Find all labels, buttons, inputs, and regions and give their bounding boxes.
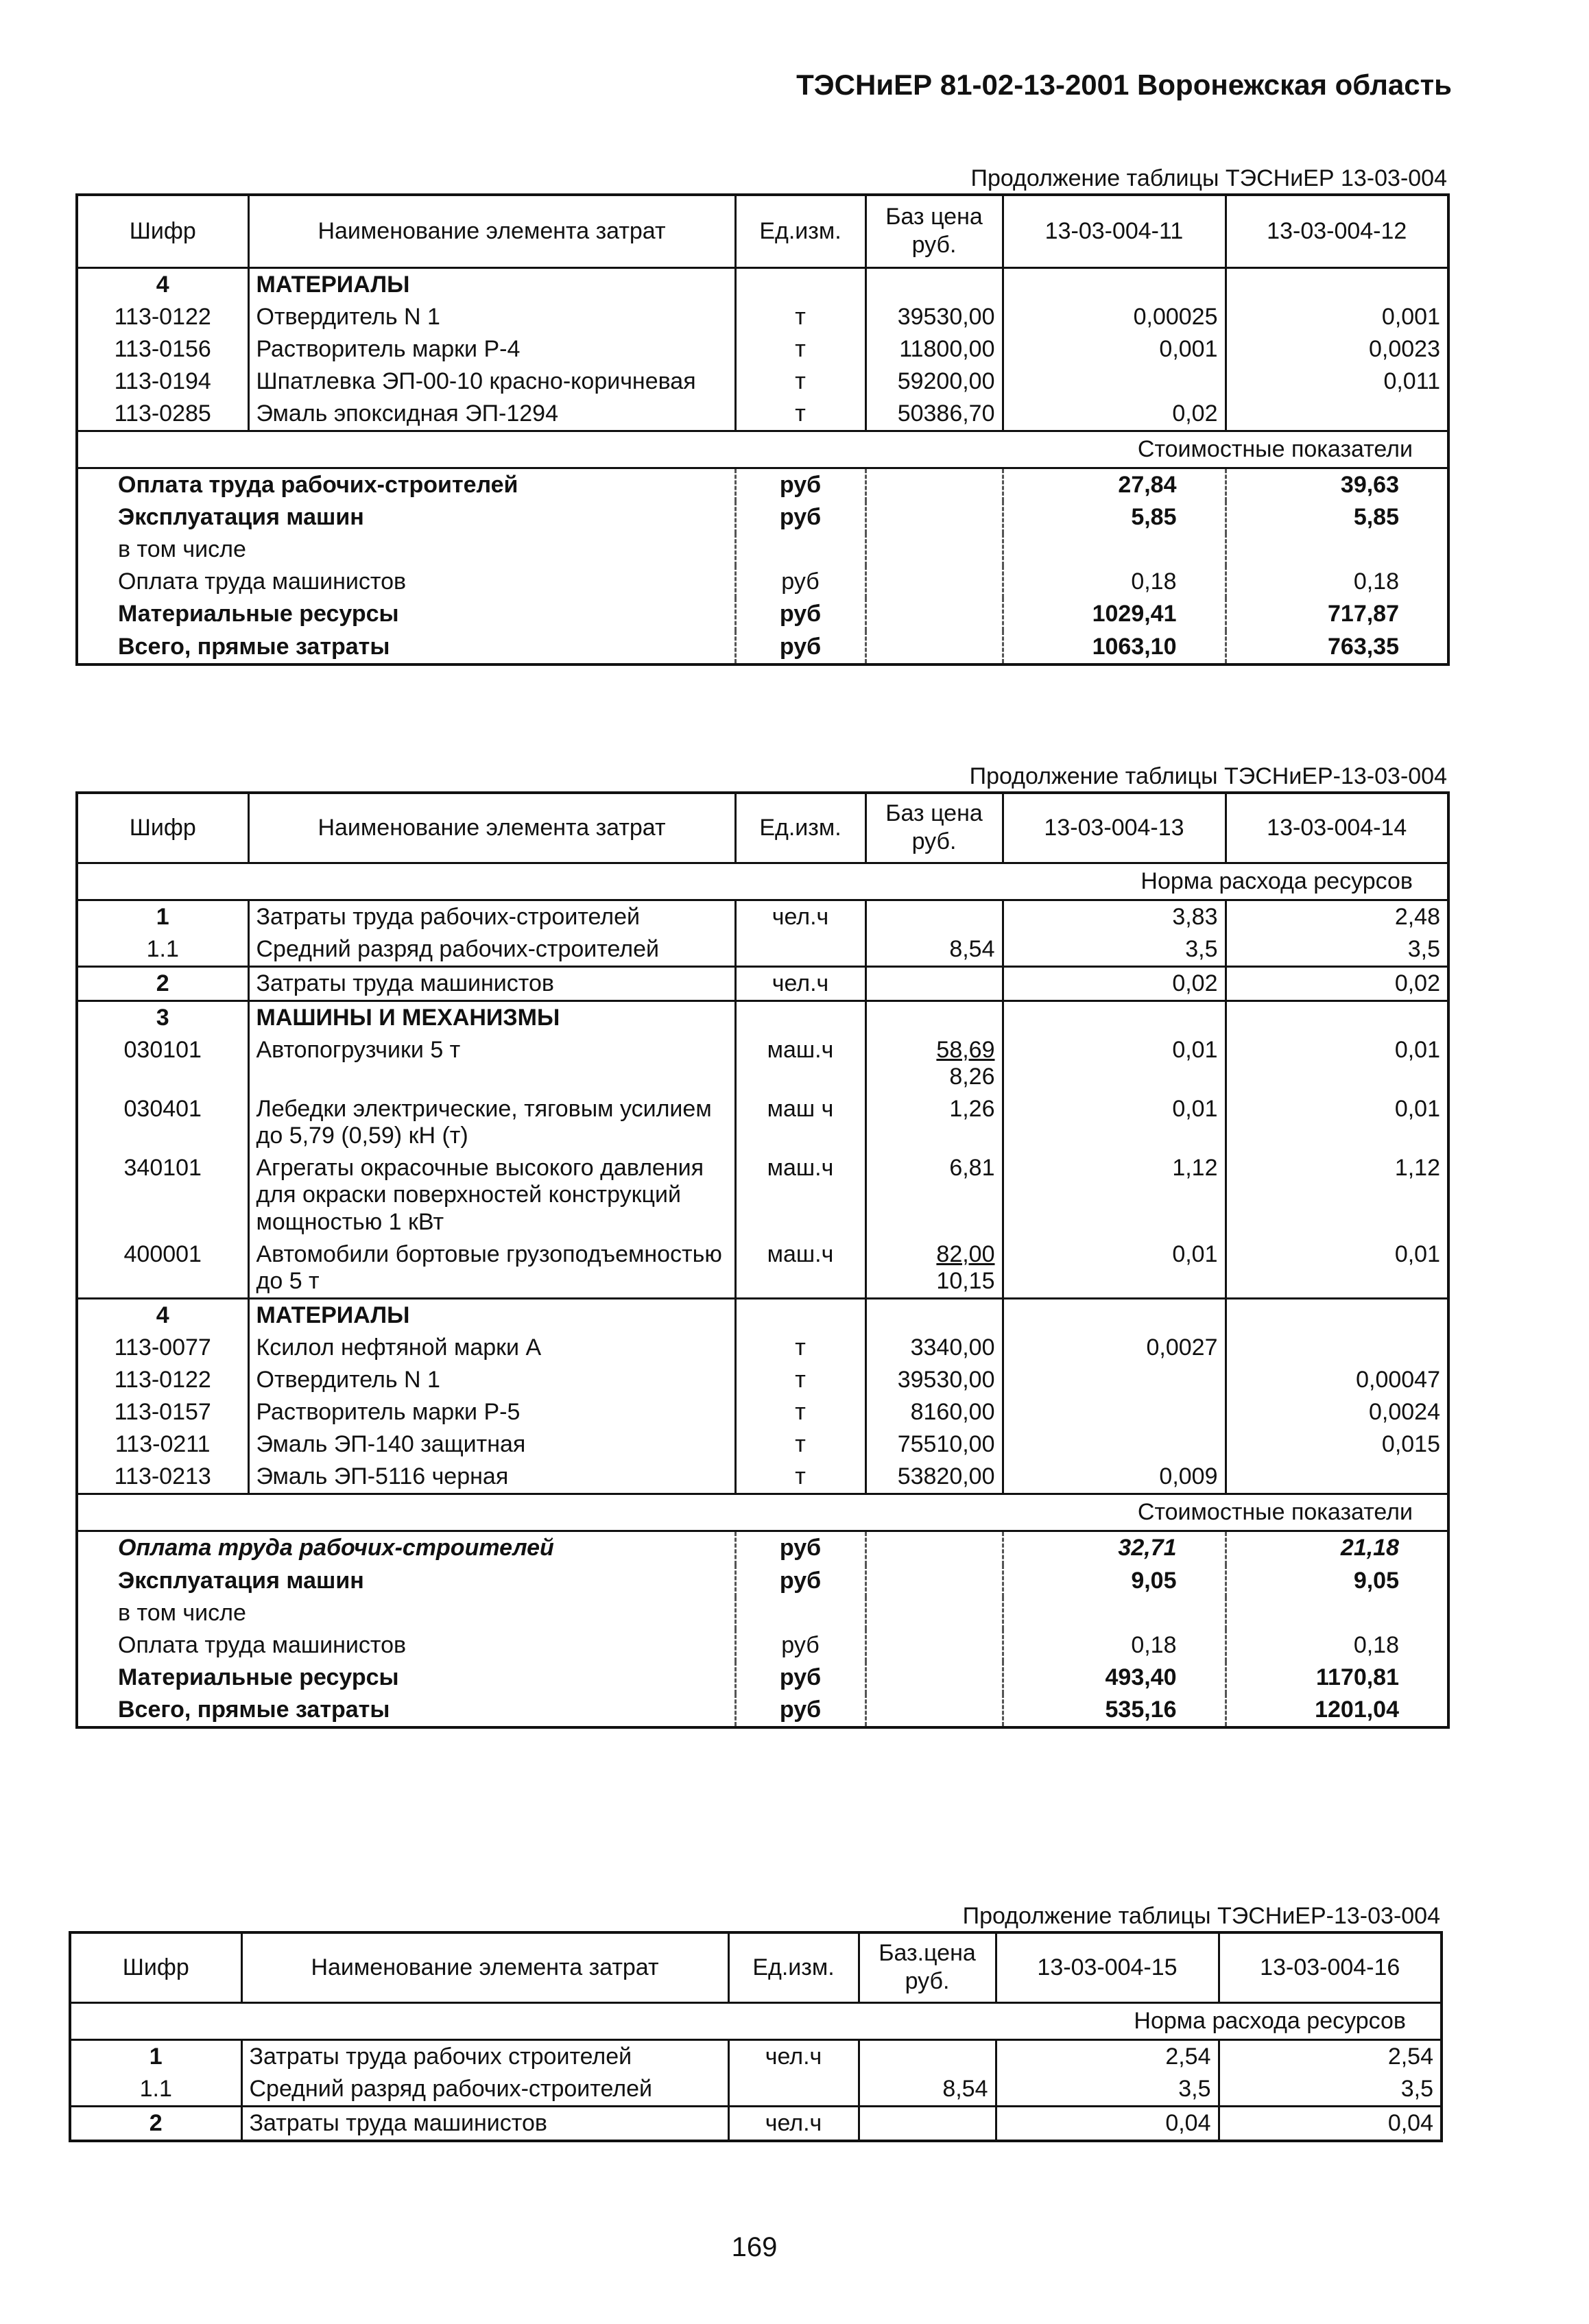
summary-unit: руб	[735, 1531, 865, 1565]
summary-value-1: 535,16	[1003, 1694, 1226, 1727]
summary-value-2: 1170,81	[1226, 1662, 1448, 1694]
norm-value-2: 0,01	[1226, 1238, 1448, 1299]
table-row: 1.1 Средний разряд рабочих-строителей 8,54 3,5 3,5	[70, 2073, 1442, 2107]
summary-label: в том числе	[118, 536, 246, 563]
resource-code: 030401	[77, 1093, 248, 1152]
col-header-price: Баз.цена руб.	[859, 1932, 996, 2002]
table-row	[77, 1093, 1448, 1152]
resource-unit: т	[735, 1364, 865, 1396]
table-row	[77, 301, 1448, 333]
col-header-c2: 13-03-004-12	[1226, 195, 1448, 267]
table-row	[77, 333, 1448, 366]
summary-label: в том числе	[118, 1599, 246, 1626]
page-number: 169	[731, 2232, 778, 2262]
summary-row	[77, 631, 1448, 664]
table-row: 1.1 Средний разряд рабочих-строителей 8,54 3,5 3,5	[77, 933, 1448, 967]
norm-value-1: 0,01	[1003, 1093, 1226, 1152]
resource-code: 400001	[77, 1238, 248, 1299]
summary-unit: руб	[735, 1662, 865, 1694]
summary-unit: руб	[735, 566, 865, 598]
resource-code: 030101	[77, 1034, 248, 1093]
norm-value-1: 0,0027	[1003, 1332, 1226, 1364]
resource-name: Эмаль эпоксидная ЭП-1294	[248, 398, 735, 431]
summary-value-2: 0,18	[1226, 1629, 1448, 1662]
resource-table-2	[75, 791, 1450, 1729]
norm-band: Норма расхода ресурсов	[77, 863, 1448, 900]
col-header-unit: Ед.изм.	[728, 1932, 859, 2002]
resource-table-1	[75, 193, 1450, 666]
table-caption: Продолжение таблицы ТЭСНиЕР 13-03-004	[970, 165, 1447, 191]
norm-value-1	[1003, 366, 1226, 398]
summary-label: Материальные ресурсы	[118, 601, 399, 627]
col-header-c2: 13-03-004-14	[1226, 793, 1448, 863]
summary-unit	[735, 1597, 865, 1629]
table-row	[77, 1034, 1448, 1093]
norm-value-2: 1,12	[1226, 1152, 1448, 1238]
table-row	[77, 1152, 1448, 1238]
summary-row	[77, 534, 1448, 566]
norm-value-1	[1003, 1428, 1226, 1461]
norm-value-1: 0,00025	[1003, 301, 1226, 333]
base-price-wage: 10,15	[936, 1267, 995, 1294]
summary-value-2: 21,18	[1226, 1531, 1448, 1565]
summary-label: Оплата труда машинистов	[118, 568, 407, 595]
base-price: 6,81	[865, 1152, 1003, 1238]
col-header-unit: Ед.изм.	[735, 195, 865, 267]
resource-name: Агрегаты окрасочные высокого давления для окраски поверхностей конструкций мощностью 1 кВт	[248, 1152, 735, 1238]
summary-label: Материальные ресурсы	[118, 1664, 399, 1690]
base-price: 1,26	[865, 1093, 1003, 1152]
norm-value-2: 0,011	[1226, 366, 1448, 398]
summary-row	[77, 1565, 1448, 1597]
base-price: 39530,00	[865, 301, 1003, 333]
summary-value-1	[1003, 534, 1226, 566]
norm-value-1	[1003, 1364, 1226, 1396]
table-row: 2 Затраты труда машинистов чел.ч 0,02 0,02	[77, 966, 1448, 1001]
norm-value-1: 0,02	[1003, 398, 1226, 431]
base-price-wage: 8,26	[949, 1064, 995, 1090]
col-header-name: Наименование элемента затрат	[241, 1932, 728, 2002]
summary-value-2	[1226, 1597, 1448, 1629]
table-row	[77, 1461, 1448, 1494]
resource-code: 113-0211	[77, 1428, 248, 1461]
base-price: 3340,00	[865, 1332, 1003, 1364]
resource-name: Эмаль ЭП-5116 черная	[248, 1461, 735, 1494]
summary-label: Эксплуатация машин	[118, 504, 364, 531]
resource-name: Эмаль ЭП-140 защитная	[248, 1428, 735, 1461]
summary-label: Всего, прямые затраты	[118, 633, 390, 660]
table-block-2	[75, 761, 1447, 1729]
table-row	[77, 1332, 1448, 1364]
col-header-code: Шифр	[70, 1932, 241, 2002]
summary-value-1: 0,18	[1003, 1629, 1226, 1662]
summary-value-2	[1226, 534, 1448, 566]
cost-band: Стоимостные показатели	[77, 431, 1448, 468]
summary-label: Оплата труда рабочих-строителей	[77, 1531, 735, 1565]
norm-value-2: 0,001	[1226, 301, 1448, 333]
table-row	[77, 398, 1448, 431]
summary-value-2: 9,05	[1226, 1565, 1448, 1597]
col-header-c1: 13-03-004-13	[1003, 793, 1226, 863]
summary-value-1: 0,18	[1003, 566, 1226, 598]
table-row	[77, 1428, 1448, 1461]
norm-value-2: 0,00047	[1226, 1364, 1448, 1396]
document-header: ТЭСНиЕР 81-02-13-2001 Воронежская область	[796, 69, 1452, 101]
norm-value-1: 0,01	[1003, 1238, 1226, 1299]
summary-value-2: 763,35	[1226, 631, 1448, 664]
summary-value-1: 27,84	[1003, 468, 1226, 502]
resource-name: Растворитель марки Р-4	[248, 333, 735, 366]
summary-unit: руб	[735, 1629, 865, 1662]
resource-name: Отвердитель N 1	[248, 301, 735, 333]
col-header-price: Баз цена руб.	[865, 195, 1003, 267]
table-row	[77, 1364, 1448, 1396]
col-header-unit: Ед.изм.	[735, 793, 865, 863]
summary-unit	[735, 534, 865, 566]
summary-label: Всего, прямые затраты	[118, 1696, 390, 1723]
summary-unit: руб	[735, 468, 865, 502]
summary-row	[77, 1531, 1448, 1565]
table-block-3	[69, 1901, 1440, 2142]
col-header-c2: 13-03-004-16	[1219, 1932, 1442, 2002]
resource-code: 113-0122	[77, 1364, 248, 1396]
summary-value-1: 493,40	[1003, 1662, 1226, 1694]
summary-value-1: 9,05	[1003, 1565, 1226, 1597]
table-row	[77, 366, 1448, 398]
section-row: 4 МАТЕРИАЛЫ	[77, 267, 1448, 301]
resource-code: 113-0285	[77, 398, 248, 431]
base-price: 8160,00	[865, 1396, 1003, 1428]
summary-value-1: 32,71	[1003, 1531, 1226, 1565]
table-caption: Продолжение таблицы ТЭСНиЕР-13-03-004	[962, 1903, 1440, 1929]
summary-value-1: 5,85	[1003, 501, 1226, 534]
norm-value-2: 0,0023	[1226, 333, 1448, 366]
summary-label: Оплата труда рабочих-строителей	[77, 468, 735, 502]
norm-value-2: 0,0024	[1226, 1396, 1448, 1428]
summary-value-1	[1003, 1597, 1226, 1629]
base-price	[865, 1238, 1003, 1299]
resource-name: Лебедки электрические, тяговым усилием до 5,79 (0,59) кН (т)	[248, 1093, 735, 1152]
base-price-value: 82,00	[936, 1241, 995, 1267]
base-price: 53820,00	[865, 1461, 1003, 1494]
summary-value-2: 717,87	[1226, 598, 1448, 630]
resource-code: 113-0194	[77, 366, 248, 398]
resource-code: 340101	[77, 1152, 248, 1238]
summary-unit: руб	[735, 631, 865, 664]
summary-value-2: 0,18	[1226, 566, 1448, 598]
resource-unit: т	[735, 1332, 865, 1364]
norm-value-1: 0,009	[1003, 1461, 1226, 1494]
base-price: 59200,00	[865, 366, 1003, 398]
table-row	[77, 1396, 1448, 1428]
norm-value-2	[1226, 1461, 1448, 1494]
resource-name: Ксилол нефтяной марки А	[248, 1332, 735, 1364]
resource-unit: маш.ч	[735, 1238, 865, 1299]
table-row: 1 Затраты труда рабочих строителей чел.ч 2,54 2,54	[70, 2039, 1442, 2073]
summary-label: Оплата труда машинистов	[118, 1631, 407, 1658]
resource-code: 113-0157	[77, 1396, 248, 1428]
norm-value-1	[1003, 1396, 1226, 1428]
base-price: 11800,00	[865, 333, 1003, 366]
base-price: 50386,70	[865, 398, 1003, 431]
col-header-name: Наименование элемента затрат	[248, 195, 735, 267]
norm-value-1: 1,12	[1003, 1152, 1226, 1238]
resource-name: Автопогрузчики 5 т	[248, 1034, 735, 1093]
col-header-c1: 13-03-004-15	[996, 1932, 1219, 2002]
summary-value-2: 39,63	[1226, 468, 1448, 502]
summary-value-1: 1029,41	[1003, 598, 1226, 630]
base-price: 39530,00	[865, 1364, 1003, 1396]
resource-unit: т	[735, 301, 865, 333]
resource-unit: т	[735, 1461, 865, 1494]
base-price	[865, 1034, 1003, 1093]
section-row: 3 МАШИНЫ И МЕХАНИЗМЫ	[77, 1001, 1448, 1034]
summary-value-1: 1063,10	[1003, 631, 1226, 664]
resource-unit: маш ч	[735, 1093, 865, 1152]
norm-band: Норма расхода ресурсов	[70, 2002, 1442, 2039]
summary-unit: руб	[735, 501, 865, 534]
summary-label: Эксплуатация машин	[118, 1567, 364, 1594]
resource-code: 113-0077	[77, 1332, 248, 1364]
col-header-code: Шифр	[77, 793, 248, 863]
summary-row	[77, 501, 1448, 534]
resource-name: Растворитель марки Р-5	[248, 1396, 735, 1428]
norm-value-2	[1226, 398, 1448, 431]
resource-unit: т	[735, 398, 865, 431]
cost-band: Стоимостные показатели	[77, 1494, 1448, 1531]
resource-unit: т	[735, 366, 865, 398]
resource-name: Отвердитель N 1	[248, 1364, 735, 1396]
norm-value-1: 0,01	[1003, 1034, 1226, 1093]
norm-value-2: 0,01	[1226, 1093, 1448, 1152]
summary-value-2: 5,85	[1226, 501, 1448, 534]
summary-row	[77, 1694, 1448, 1727]
col-header-code: Шифр	[77, 195, 248, 267]
summary-row	[77, 1662, 1448, 1694]
section-row: 4 МАТЕРИАЛЫ	[77, 1298, 1448, 1332]
summary-value-2: 1201,04	[1226, 1694, 1448, 1727]
summary-row	[77, 598, 1448, 630]
table-row	[77, 1238, 1448, 1299]
col-header-name: Наименование элемента затрат	[248, 793, 735, 863]
resource-unit: маш.ч	[735, 1034, 865, 1093]
norm-value-2: 0,015	[1226, 1428, 1448, 1461]
resource-unit: маш.ч	[735, 1152, 865, 1238]
resource-name: Автомобили бортовые грузоподъемностью до 5 т	[248, 1238, 735, 1299]
col-header-price: Баз цена руб.	[865, 793, 1003, 863]
norm-value-2: 0,01	[1226, 1034, 1448, 1093]
resource-unit: т	[735, 1396, 865, 1428]
table-row: 2 Затраты труда машинистов чел.ч 0,04 0,04	[70, 2106, 1442, 2141]
table-caption: Продолжение таблицы ТЭСНиЕР-13-03-004	[969, 763, 1447, 789]
norm-value-1: 0,001	[1003, 333, 1226, 366]
summary-row	[77, 1629, 1448, 1662]
summary-row	[77, 1597, 1448, 1629]
summary-row	[77, 566, 1448, 598]
base-price-value: 58,69	[936, 1036, 995, 1063]
resource-name: Шпатлевка ЭП-00-10 красно-коричневая	[248, 366, 735, 398]
summary-unit: руб	[735, 598, 865, 630]
resource-unit: т	[735, 333, 865, 366]
table-row: 1 Затраты труда рабочих-строителей чел.ч 3,83 2,48	[77, 900, 1448, 933]
summary-unit: руб	[735, 1565, 865, 1597]
resource-code: 113-0156	[77, 333, 248, 366]
resource-table-3	[69, 1931, 1443, 2142]
resource-unit: т	[735, 1428, 865, 1461]
summary-unit: руб	[735, 1694, 865, 1727]
base-price: 75510,00	[865, 1428, 1003, 1461]
summary-row	[77, 468, 1448, 502]
table-block-1	[75, 163, 1447, 666]
norm-value-2	[1226, 1332, 1448, 1364]
resource-code: 113-0122	[77, 301, 248, 333]
resource-code: 113-0213	[77, 1461, 248, 1494]
col-header-c1: 13-03-004-11	[1003, 195, 1226, 267]
